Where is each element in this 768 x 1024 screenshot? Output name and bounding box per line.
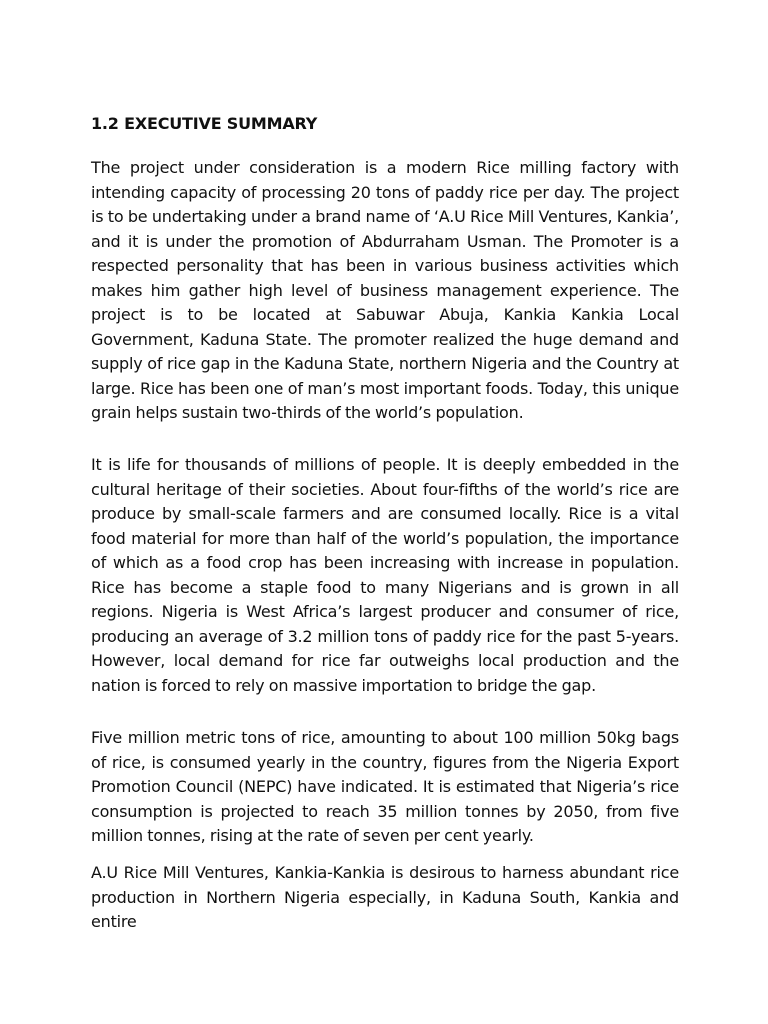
- paragraph-company-intent: A.U Rice Mill Ventures, Kankia-Kankia is desirous to harness abundant rice production in Northern Nigeria especially, in Kaduna South, Kankia and entire: [91, 863, 679, 931]
- paragraph-rice-importance: It is life for thousands of millions of people. It is deeply embedded in the cultural heritage of their societies. About four-fifths of the world’s rice are produce by small-scale farmers and are consumed locally. Rice is a vital food material for more than half of the world’s population, the importance of which as a food crop has been increasing with increase in population. Rice has become a staple food to many Nigerians and is grown in all regions. Nigeria is West Africa’s largest producer and consumer of rice, producing an average of 3.2 million tons of paddy rice for the past 5-years. However, local demand for rice far outweighs local production and the nation is forced to rely on massive importation to bridge the gap.: [91, 455, 679, 695]
- paragraph-rice-consumption: Five million metric tons of rice, amounting to about 100 million 50kg bags of rice, is consumed yearly in the country, figures from the Nigeria Export Promotion Council (NEPC) have indicated. It is estimated that Nigeria’s rice consumption is projected to reach 35 million tonnes by 2050, from five million tonnes, rising at the rate of seven per cent yearly.: [91, 728, 679, 845]
- section-heading: 1.2 EXECUTIVE SUMMARY: [91, 114, 318, 133]
- paragraph-project-overview: The project under consideration is a modern Rice milling factory with intending capacity of processing 20 tons of paddy rice per day. The project is to be undertaking under a brand name of ‘A.U Rice Mill Ventures, Kankia’, and it is under the promotion of Abdurraham Usman. The Promoter is a respected personality that has been in various business activities which makes him gather high level of business management experience. The project is to be located at Sabuwar Abuja, Kankia Kankia Local Government, Kaduna State. The promoter realized the huge demand and supply of rice gap in the Kaduna State, northern Nigeria and the Country at large. Rice has been one of man’s most important foods. Today, this unique grain helps sustain two-thirds of the world’s population.: [91, 158, 679, 422]
